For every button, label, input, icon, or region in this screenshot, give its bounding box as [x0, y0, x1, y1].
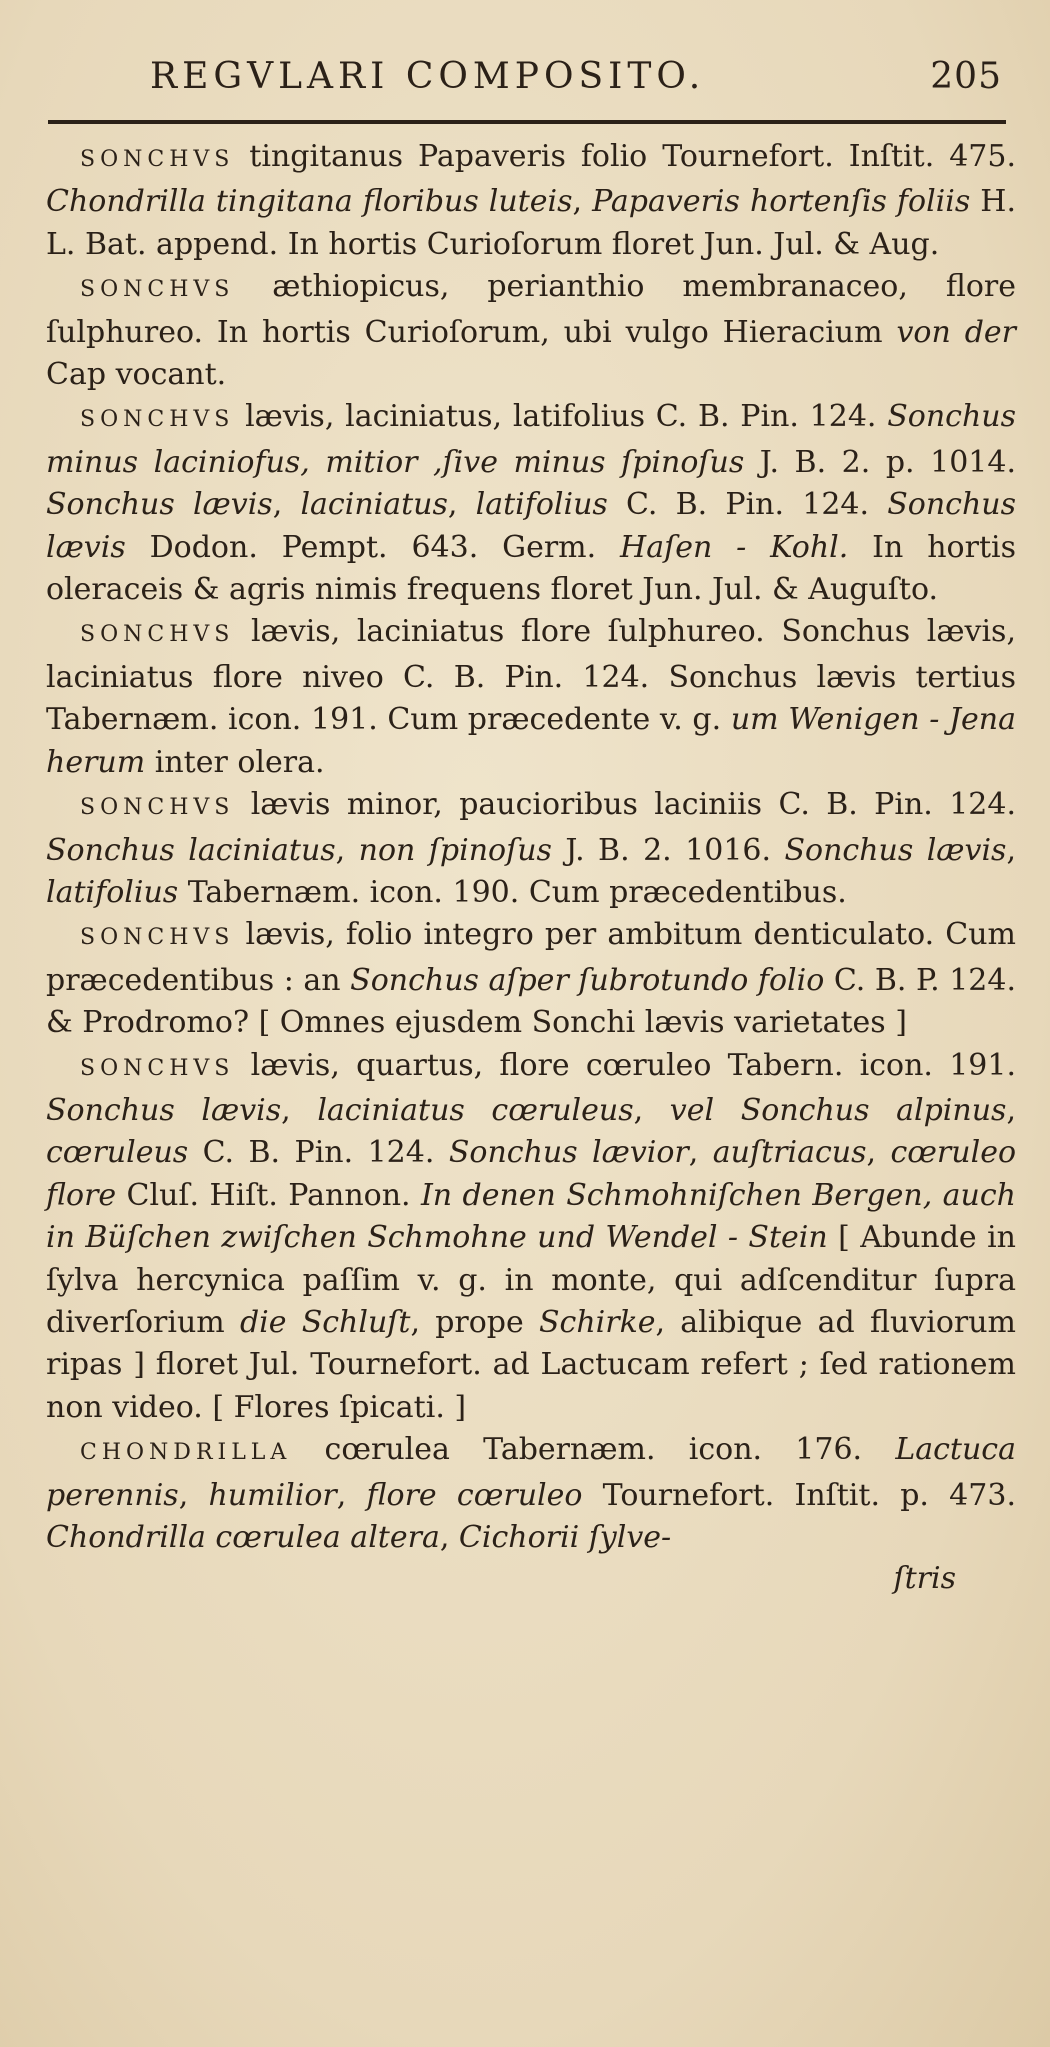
italic-run: latifolius	[475, 487, 608, 523]
italic-run: Sonchus lævior	[448, 1135, 689, 1171]
text-run: ,	[1006, 1092, 1016, 1128]
text-run: ,	[688, 1135, 713, 1171]
page-number: 205	[930, 56, 1002, 97]
text-run: ,	[633, 1092, 670, 1128]
text-run: ,	[272, 487, 301, 523]
text-run: ,	[439, 1520, 459, 1555]
catchword: ſtris	[893, 1561, 956, 1597]
text-run: J. B. 2. 1016.	[551, 832, 785, 868]
text-run: C. B. Pin. 124.	[188, 1135, 449, 1171]
italic-run: Sonchus aſper ſubrotundo folio	[350, 962, 825, 998]
italic-run: Sonchus lævis	[46, 487, 273, 523]
italic-run: latifolius	[46, 874, 179, 910]
italic-run: non ſpinoſus	[358, 832, 552, 868]
header-rule	[48, 120, 1006, 124]
text-run: J. B. 2. p. 1014.	[744, 444, 1016, 480]
entry-sonchus-aethiopicus	[46, 266, 1016, 396]
text-run: æthiopicus, perianthio membranaceo, flore ſulphureo. In hortis Curioſorum, ubi vulgo Hieracium	[46, 269, 1016, 350]
italic-run: humilior	[208, 1477, 337, 1513]
text-run: Dodon. Pempt. 643. Germ.	[125, 529, 621, 565]
italic-run: Schirke	[538, 1304, 656, 1340]
text-run: tingitanus Papaveris folio Tournefort. Inſtit. 475.	[234, 139, 1016, 174]
entry-heading-word: SONCHVS	[80, 925, 235, 951]
italic-run: laciniatus	[300, 487, 448, 523]
text-run: inter olera.	[145, 744, 325, 780]
entry-sonchus-laevis-quartus	[46, 1045, 1016, 1430]
italic-run: Sonchus minus laciniofus, mitior ,ſive minus ſpinoſus	[46, 399, 1016, 480]
entry-sonchus-laevis-flore-sulphureo	[46, 611, 1016, 784]
text-run: H. L. Bat. append. In hortis Curioſorum floret Jun. Jul. & Aug.	[46, 184, 1017, 262]
entry-sonchus-tingitanus	[46, 136, 1016, 266]
text-run: ,	[1006, 832, 1016, 868]
italic-run: cœruleo flore	[46, 1135, 1017, 1213]
text-run: Cap vocant.	[46, 357, 227, 393]
italic-run: auſtriacus	[712, 1135, 867, 1171]
italic-run: vel Sonchus alpinus	[669, 1092, 1007, 1128]
italic-run: Sonchus lævis	[46, 487, 1016, 565]
entry-heading-word: SONCHVS	[80, 795, 235, 821]
entry-sonchus-laevis-folio-integro	[46, 914, 1016, 1044]
italic-run: cœruleus	[46, 1135, 189, 1171]
italic-run: Papaveris hortenſis foliis	[592, 184, 971, 220]
italic-run: Cichorii ſylve-	[458, 1520, 672, 1555]
text-run: In hortis oleraceis & agris nimis frequens floret Jun. Jul. & Auguſto.	[46, 529, 1016, 608]
text-run: , prope	[410, 1304, 539, 1340]
entry-heading-word: SONCHVS	[80, 407, 235, 433]
running-title: REGVLARI COMPOSITO.	[150, 56, 706, 97]
text-run: Tournefort. Inſtit. p. 473.	[582, 1477, 1016, 1513]
entry-sonchus-laevis-laciniatus-latifolius	[46, 396, 1016, 611]
text-run: ,	[866, 1135, 891, 1171]
text-run: ,	[447, 487, 476, 523]
entry-heading-word: CHONDRILLA	[80, 1440, 292, 1466]
entry-chondrilla-caerulea	[46, 1429, 1016, 1559]
text-run: , alibique ad fluviorum ripas ] floret Jul. Tournefort. ad Lactucam refert ; ſed rationem non video. [ Flores ſpicati. ]	[46, 1304, 1016, 1425]
text-run: ,	[335, 832, 359, 868]
italic-run: Sonchus lævis	[46, 1092, 282, 1128]
text-run: C. B. P. 124. & Prodromo? [ Omnes ejusdem Sonchi lævis varietates ]	[46, 962, 1016, 1041]
text-run: cœrulea Tabernæm. icon. 176.	[291, 1432, 896, 1468]
text-run: [ Abunde in ſylva hercynica paſſim v. g. in monte, qui adſcenditur ſupra diverſorium	[46, 1220, 1017, 1340]
text-run: ,	[572, 184, 593, 220]
entry-heading-word: SONCHVS	[80, 1055, 235, 1081]
text-run: C. B. Pin. 124.	[607, 487, 888, 523]
body-text	[46, 136, 1016, 1599]
text-run: ,	[178, 1477, 209, 1513]
entry-heading-word: SONCHVS	[80, 147, 235, 172]
entry-heading-word: SONCHVS	[80, 622, 235, 648]
italic-run: um Wenigen - Jena herum	[46, 702, 1016, 780]
italic-run: laciniatus cœruleus	[317, 1092, 634, 1128]
text-run: ,	[336, 1477, 367, 1513]
text-run: ,	[281, 1092, 318, 1128]
text-run: Tabernæm. icon. 190. Cum præcedentibus.	[178, 874, 847, 910]
text-run: lævis, laciniatus, latifolius C. B. Pin. 124.	[234, 399, 888, 435]
italic-run: Sonchus lævis	[784, 832, 1007, 868]
italic-run: von der	[896, 314, 1016, 350]
text-run: lævis, folio integro per ambitum denticulato. Cum præcedentibus : an	[46, 917, 1016, 998]
italic-run: die Schluſt	[239, 1304, 411, 1340]
entry-sonchus-laevis-minor	[46, 784, 1016, 914]
italic-run: flore cœruleo	[366, 1477, 583, 1513]
text-run: lævis, laciniatus flore ſulphureo. Sonchus lævis, laciniatus flore niveo C. B. Pin. 124. Sonchus lævis tertius Tabernæm. icon. 191. Cum præcedente v. g.	[46, 614, 1016, 738]
text-run: lævis, quartus, flore cœruleo Tabern. icon. 191.	[234, 1047, 1016, 1083]
italic-run: In denen Schmohniſchen Bergen, auch in Büſchen zwiſchen Schmohne und Wendel - Stein	[46, 1177, 1016, 1256]
italic-run: Sonchus laciniatus	[46, 832, 336, 868]
text-run: Cluſ. Hiſt. Pannon.	[116, 1177, 421, 1213]
italic-run: Haſen - Kohl.	[620, 529, 849, 565]
italic-run: Lactuca perennis	[46, 1432, 1016, 1513]
italic-run: Chondrilla cœrulea altera	[46, 1520, 440, 1555]
italic-run: Chondrilla tingitana floribus luteis	[46, 184, 573, 220]
running-head	[46, 48, 1016, 98]
text-run: lævis minor, paucioribus laciniis C. B. Pin. 124.	[234, 787, 1016, 823]
entry-heading-word: SONCHVS	[80, 277, 235, 303]
